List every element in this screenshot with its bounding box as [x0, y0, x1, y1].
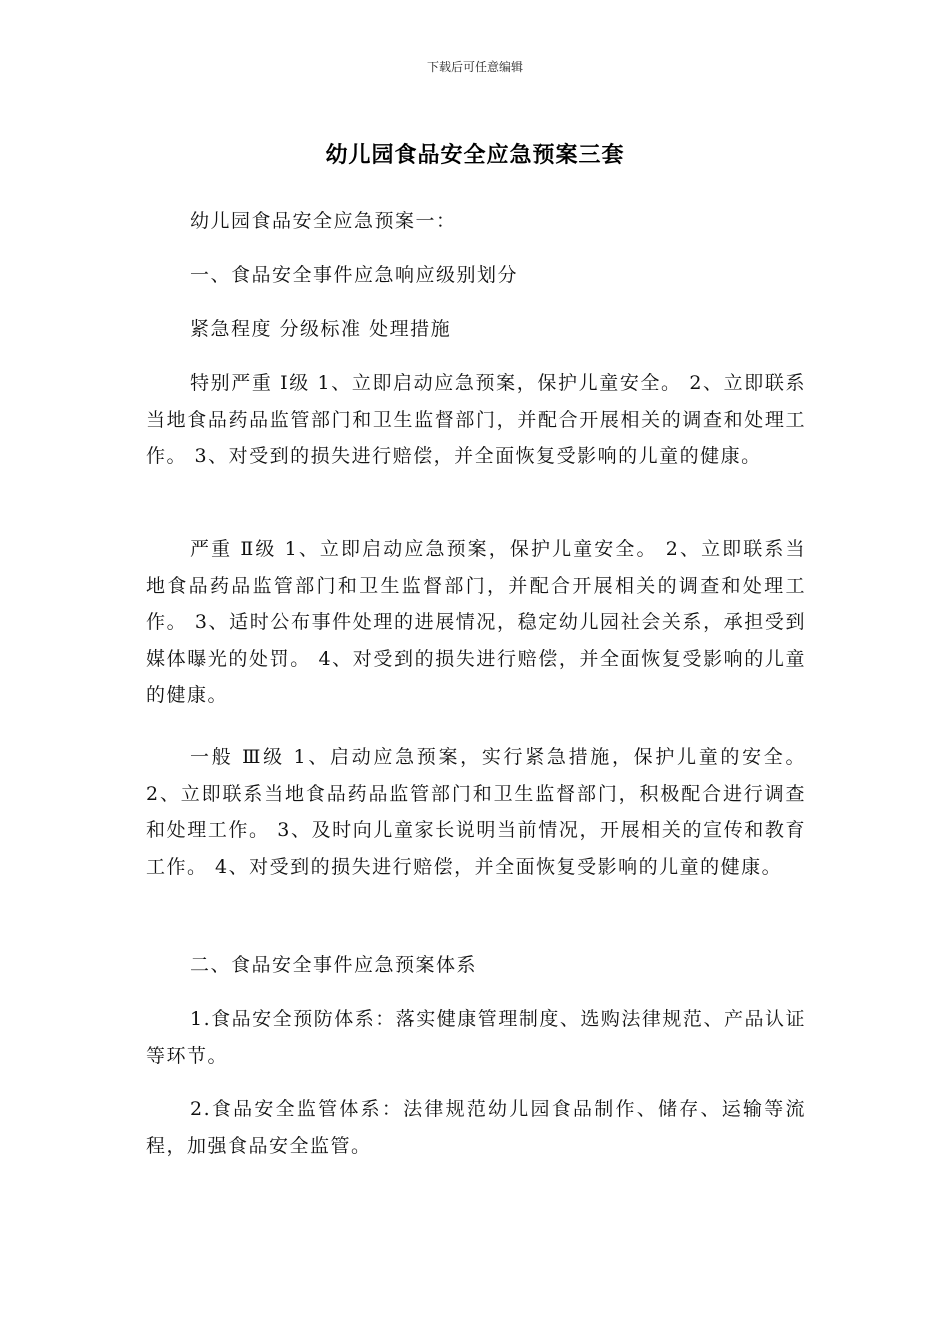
paragraph-table-header: 紧急程度 分级标准 处理措施	[190, 318, 452, 340]
paragraph-prevention-system: 1.食品安全预防体系：落实健康管理制度、选购法律规范、产品认证等环节。	[146, 1008, 806, 1067]
paragraph-section-one-heading: 一、食品安全事件应急响应级别划分	[190, 264, 519, 286]
document-title: 幼儿园食品安全应急预案三套	[325, 143, 625, 168]
paragraph-level-two: 严重 Ⅱ级 1、立即启动应急预案，保护儿童安全。 2、立即联系当地食品药品监管部门和卫生监督部门，并配合开展相关的调查和处理工作。 3、适时公布事件处理的进展情况，稳定幼儿园社会关系，承担受到媒体曝光的处罚。 4、对受到的损失进行赔偿，并全面恢复受影响的儿童的健康。	[146, 538, 806, 706]
paragraph-level-three: 一般 Ⅲ级 1、启动应急预案，实行紧急措施，保护儿童的安全。 2、立即联系当地食品药品监管部门和卫生监督部门，积极配合进行调查和处理工作。 3、及时向儿童家长说明当前情况，开展相关的宣传和教育工作。 4、对受到的损失进行赔偿，并全面恢复受影响的儿童的健康。	[146, 746, 806, 878]
header-note: 下载后可任意编辑	[426, 60, 523, 74]
paragraph-supervision-system: 2.食品安全监管体系：法律规范幼儿园食品制作、储存、运输等流程，加强食品安全监管。	[146, 1098, 806, 1157]
paragraph-plan-one-heading: 幼儿园食品安全应急预案一：	[190, 210, 457, 232]
paragraph-section-two-heading: 二、食品安全事件应急预案体系	[190, 954, 478, 976]
paragraph-level-one: 特别严重 Ⅰ级 1、立即启动应急预案，保护儿童安全。 2、立即联系当地食品药品监管部门和卫生监督部门，并配合开展相关的调查和处理工作。 3、对受到的损失进行赔偿，并全面恢复受影响的儿童的健康。	[146, 372, 806, 467]
